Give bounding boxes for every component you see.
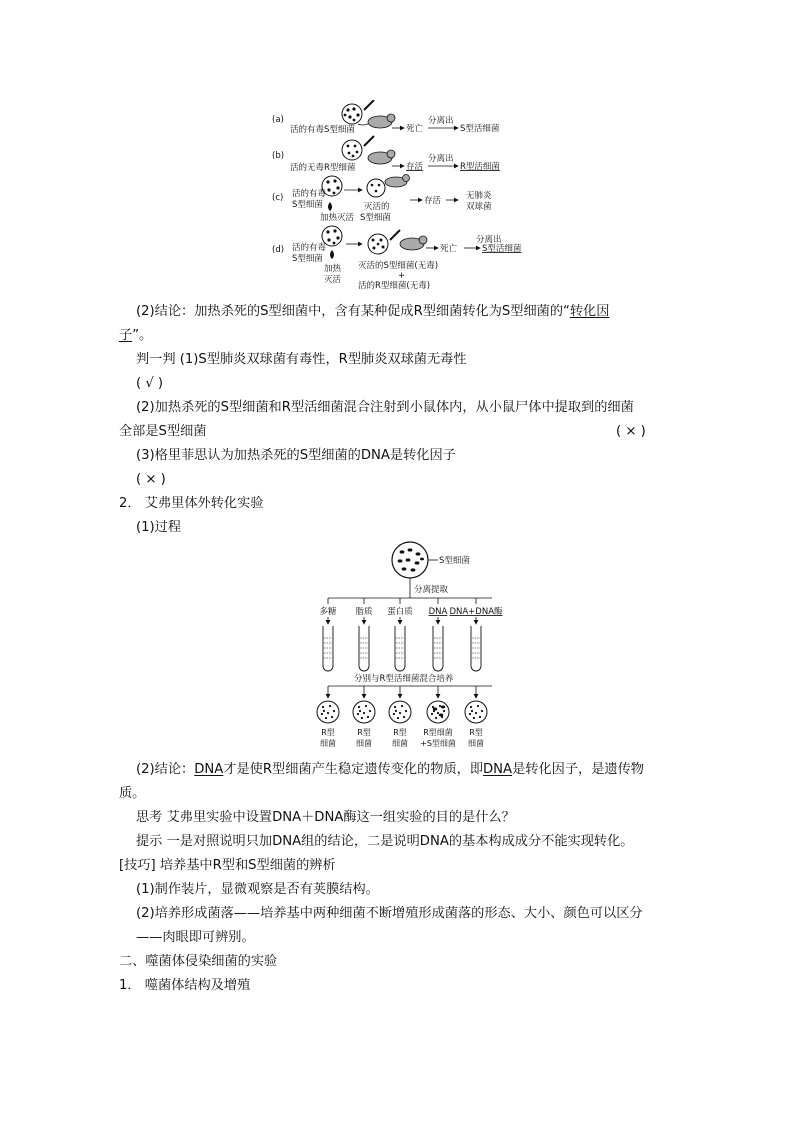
subsection-heading: 1． 噬菌体结构及增殖 xyxy=(119,978,251,993)
row-d-heat2: 灭活 xyxy=(324,275,342,285)
result-label: 细菌 xyxy=(392,739,408,748)
test-tube-icon xyxy=(395,626,405,671)
row-d-arrow-label: 分离出 xyxy=(476,235,502,245)
process-label: (1)过程 xyxy=(136,520,182,535)
row-d-mix2: 活的R型细菌(无毒) xyxy=(358,281,431,291)
top-label: S型细菌 xyxy=(439,556,470,566)
result-label: 细菌 xyxy=(468,739,484,748)
griffith-experiment-figure xyxy=(268,100,528,300)
griffith-conclusion: (2)结论：加热杀死的S型细菌中，含有某种促成R型细菌转化为S型细菌的“转化因 xyxy=(136,304,610,319)
result-label: R型 xyxy=(469,728,483,737)
row-d-plus: + xyxy=(398,271,406,281)
row-c-tag: (c) xyxy=(272,193,284,203)
row-c-left2: S型细菌 xyxy=(292,200,323,210)
result-dish-icon xyxy=(353,701,375,723)
result-label: +S型细菌 xyxy=(420,739,456,748)
component-label: DNA+DNA酶 xyxy=(449,607,503,617)
judge-answer-3: ( × ) xyxy=(136,472,166,487)
judge-item-3: (3)格里菲思认为加热杀死的S型细菌的DNA是转化因子 xyxy=(136,448,456,463)
judge-item-2: (2)加热杀死的S型细菌和R型活细菌混合注射到小鼠体内，从小鼠尸体中提取到的细菌 xyxy=(136,400,634,415)
component-label: DNA xyxy=(428,607,448,617)
section-heading-avery: 2． 艾弗里体外转化实验 xyxy=(119,496,264,511)
row-d-heat1: 加热 xyxy=(324,264,342,274)
dead-bacteria-dish-icon xyxy=(367,179,385,197)
result-dish-icon xyxy=(427,701,449,723)
mouse-icon xyxy=(400,236,427,250)
avery-conclusion: (2)结论：DNA才是使R型细菌产生稳定遗传变化的物质，即DNA是转化因子，是遗传物 xyxy=(136,762,644,777)
row-a-tag: (a) xyxy=(272,115,284,125)
tip-item-2: (2)培养形成菌落——培养基中两种细菌不断增殖形成菌落的形态、大小、颜色可以区分 xyxy=(136,906,643,921)
test-tube-icon xyxy=(359,626,369,671)
result-label: R型 xyxy=(321,728,335,737)
row-a-right: S型活细菌 xyxy=(460,124,500,134)
judge-item-2-cont: 全部是S型细菌 xyxy=(119,424,207,439)
s-bacteria-dish-icon xyxy=(392,542,428,578)
syringe-icon xyxy=(390,230,400,240)
experiment-column xyxy=(420,598,456,748)
judge-item-1: 判一判 (1)S型肺炎双球菌有毒性，R型肺炎双球菌无毒性 xyxy=(136,352,467,367)
experiment-column xyxy=(353,598,375,748)
result-label: R型 xyxy=(357,728,371,737)
row-c-right2: 双球菌 xyxy=(466,202,492,212)
think-question: 思考 艾弗里实验中设置DNA＋DNA酶这一组实验的目的是什么？ xyxy=(136,810,515,825)
answer-blank: 子 xyxy=(119,328,133,343)
answer-blank: 转化因 xyxy=(569,304,610,319)
section-heading-phage: 二、噬菌体侵染细菌的实验 xyxy=(119,954,278,969)
row-a-mid: 死亡 xyxy=(406,124,424,134)
mouse-icon xyxy=(385,175,410,188)
mix-label: 分别与R型活细菌混合培养 xyxy=(354,674,454,684)
result-dish-icon xyxy=(317,701,339,723)
row-b-mid: 存活 xyxy=(406,162,424,172)
judge-answer-1: ( √ ) xyxy=(136,376,164,391)
mouse-icon xyxy=(358,114,395,128)
row-c-dead2: S型细菌 xyxy=(360,213,391,223)
test-tube-icon xyxy=(323,626,333,671)
row-a-left: 活的有毒S型细菌 xyxy=(290,125,355,135)
flame-icon xyxy=(328,202,332,211)
component-label: 脂质 xyxy=(355,607,373,617)
row-b-arrow-label: 分离出 xyxy=(428,154,454,164)
mixed-bacteria-dish-icon xyxy=(368,234,388,254)
result-dish-icon xyxy=(389,701,411,723)
result-dish-icon xyxy=(465,701,487,723)
tip-item-2-cont: ——肉眼即可辨别。 xyxy=(136,930,255,945)
bacteria-dish-icon xyxy=(342,140,362,160)
row-c-heat: 加热灭活 xyxy=(320,213,355,223)
bacteria-dish-icon xyxy=(342,104,362,124)
row-c-mid: 存活 xyxy=(424,196,442,206)
result-label: R型细菌 xyxy=(423,728,453,737)
syringe-icon xyxy=(364,100,374,110)
result-label: 细菌 xyxy=(320,739,336,748)
test-tube-icon xyxy=(433,626,443,671)
experiment-column xyxy=(387,598,413,748)
judge-answer-2: ( × ) xyxy=(616,424,646,439)
avery-conclusion-cont: 质。 xyxy=(119,786,146,801)
experiment-column xyxy=(449,598,503,748)
test-tube-icon xyxy=(471,626,481,671)
component-label: 蛋白质 xyxy=(387,607,413,617)
experiment-column xyxy=(317,598,339,748)
avery-experiment-figure xyxy=(296,538,526,754)
mouse-icon xyxy=(368,150,395,164)
syringe-icon xyxy=(364,136,374,146)
row-b-tag: (b) xyxy=(272,151,285,161)
row-d-tag: (d) xyxy=(272,245,285,255)
row-d-mid: 死亡 xyxy=(440,244,458,254)
row-b-left: 活的无毒R型细菌 xyxy=(290,163,356,173)
row-c-right1: 无肺炎 xyxy=(466,191,492,201)
component-label: 多糖 xyxy=(319,607,337,617)
griffith-conclusion-cont: 子”。 xyxy=(119,328,153,343)
hint-answer: 提示 一是对照说明只加DNA组的结论，二是说明DNA的基本构成成分不能实现转化。 xyxy=(136,834,634,849)
row-d-left2: S型细菌 xyxy=(292,254,323,264)
extract-label: 分离提取 xyxy=(414,585,449,595)
row-d-right: S型活细菌 xyxy=(482,244,522,254)
result-label: 细菌 xyxy=(356,739,372,748)
row-a-arrow-label: 分离出 xyxy=(428,116,454,126)
tip-heading: [技巧] 培养基中R型和S型细菌的辨析 xyxy=(119,858,336,873)
answer-blank: DNA xyxy=(194,762,224,777)
result-label: R型 xyxy=(393,728,407,737)
row-b-right: R型活细菌 xyxy=(460,162,500,172)
row-c-dead1: 灭活的 xyxy=(364,202,390,212)
answer-blank: DNA xyxy=(483,762,513,777)
tip-item-1: (1)制作装片，显微观察是否有荚膜结构。 xyxy=(136,882,379,897)
row-c-left1: 活的有毒 xyxy=(292,189,327,199)
row-d-mix1: 灭活的S型细菌(无毒) xyxy=(358,261,439,271)
flame-icon xyxy=(330,250,334,259)
row-d-left1: 活的有毒 xyxy=(292,243,327,253)
